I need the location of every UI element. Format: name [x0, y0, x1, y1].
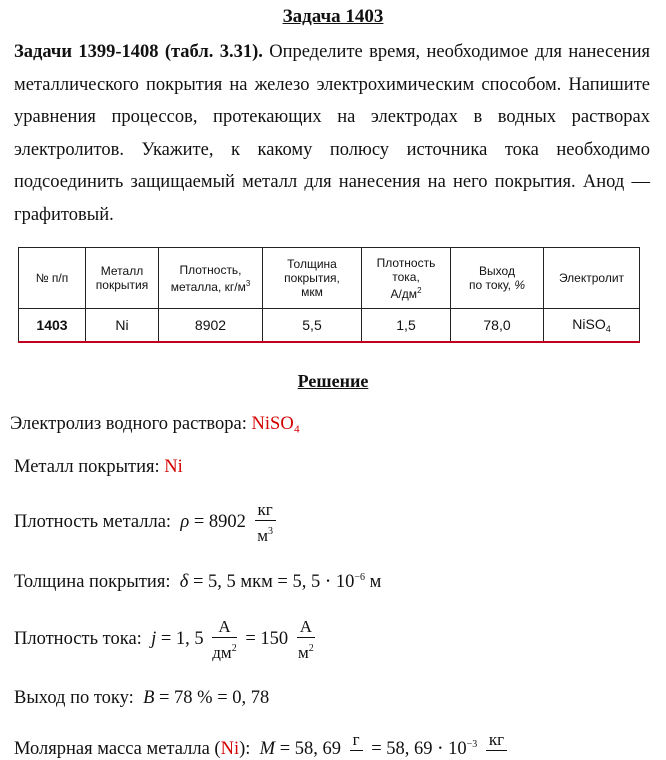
electrolysis-value: NiSO₄ [251, 414, 301, 434]
thickness-line: Толщина покрытия: δ = 5, 5 мкм = 5, $5 \cdot 10^{-6}$ м [14, 572, 382, 592]
cell-yield: 78,0 [451, 309, 544, 343]
metal-line: Металл покрытия: Ni [14, 457, 183, 477]
header-current-density: Плотность тока, $А/дм^2$ [362, 248, 451, 309]
problem-lead: Задачи 1399-1408 (табл. 3.31). [14, 42, 263, 62]
problem-text: Определите время, необходимое для нанесения металлического покрытия на железо электрохимическим способом. Напишите уравнения процессов, протекающих на электродах в водных растворах электролитов. Укажите, к какому полюсу источника тока необходимо подсоединить защищаемый металл для нанесения на него покрытия. Анод — графитовый. [14, 42, 650, 225]
table-header-row [19, 248, 640, 309]
header-density: Плотность, металла, $кг/м^3$ [159, 248, 263, 309]
cell-density: 8902 [159, 309, 263, 343]
table-row [19, 309, 640, 343]
page-title: Задача 1403 [282, 6, 384, 27]
molar-mass-line: Молярная масса металла (Ni): M = 58, 69 г = 58, $69 \cdot 10^{-3}$ кг [14, 738, 511, 760]
metal-value: Ni [164, 457, 183, 477]
current-unit-fraction-2: $\frac{А}{м^2}$ [298, 617, 314, 662]
cell-thickness: 5,5 [263, 309, 362, 343]
molar-metal: Ni [220, 739, 240, 759]
electrolysis-line: Электролиз водного раствора: NiSO₄ [10, 414, 301, 434]
yield-line: Выход по току: B = 78 % = 0, 78 [14, 688, 270, 708]
current-unit-fraction-1: $\frac{А}{дм^2}$ [212, 617, 237, 662]
cell-num: 1403 [19, 309, 86, 343]
problem-statement [14, 36, 650, 231]
cell-electrolyte: NiSO$_4$ [544, 309, 640, 343]
density-line: Плотность металла: ρ = 8902 $\frac{кг}{м^3}$ [14, 500, 280, 545]
cell-current-density: 1,5 [362, 309, 451, 343]
current-density-line: Плотность тока: j = 1, 5 $\frac{А}{дм^2}$ = 150 $\frac{А}{м^2}$ [14, 617, 314, 662]
data-table [18, 247, 640, 343]
header-thickness: Толщина покрытия, мкм [263, 248, 362, 309]
density-unit-fraction: $\frac{кг}{м^3}$ [255, 500, 276, 545]
molar-unit-fraction-2: кг [486, 730, 507, 751]
header-num: № п/п [19, 248, 86, 309]
header-metal: Металл покрытия [86, 248, 159, 309]
cell-metal: Ni [86, 309, 159, 343]
header-yield: Выход по току, % [451, 248, 544, 309]
molar-unit-fraction-1: г [350, 730, 363, 751]
header-electrolyte: Электролит [544, 248, 640, 309]
solution-heading: Решение [297, 371, 369, 391]
